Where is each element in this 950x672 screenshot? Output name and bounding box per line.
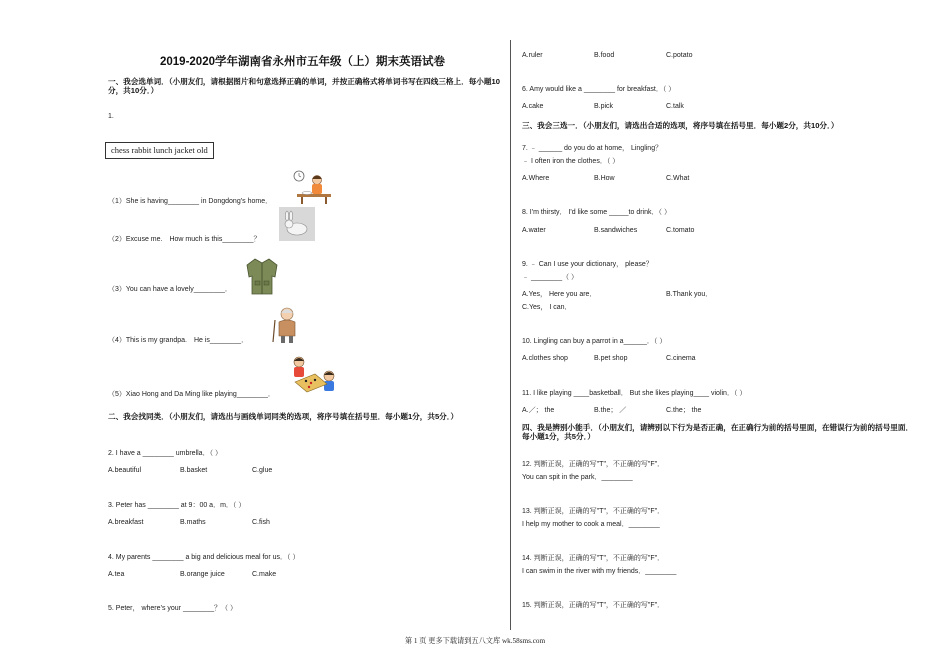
q11-option-a[interactable]: A.／； the — [522, 407, 555, 414]
column-divider — [510, 40, 511, 630]
q8-stem: 8. I'm thirsty． I'd like some _____to drink．（ ） — [522, 209, 671, 216]
q13-instruction: 判断正误，正确的写"T"，不正确的写"F"． — [533, 508, 665, 515]
q9-option-b[interactable]: B.Thank you． — [666, 291, 713, 298]
section-1-heading: 一、我会选单词．（小朋友们，请根据图片和句意选择正确的单词，并按正确格式将单词书写在四线三格上．每小题10分，共10分．） — [108, 77, 500, 96]
q2-option-c[interactable]: C.glue — [252, 467, 273, 474]
q7-option-c[interactable]: C.What — [666, 175, 690, 182]
q10-stem: 10. Lingling can buy a parrot in a______．（ ） — [522, 338, 667, 345]
q7-option-b[interactable]: B.How — [594, 175, 615, 182]
q15-prompt — [522, 602, 664, 611]
q1-item-3: （3）You can have a lovely________． — [108, 286, 232, 293]
q1-item-1: （1）She is having________ in Dongdong’s home． — [108, 198, 273, 205]
q10-option-a[interactable]: A.clothes shop — [522, 355, 568, 362]
q4-option-a[interactable]: A.tea — [108, 571, 125, 578]
q15-number: 15. — [522, 602, 532, 609]
section-2-heading: 二、我会找同类．（小朋友们，请选出与画线单词同类的选项，将序号填在括号里．每小题1分，共5分．） — [108, 412, 459, 421]
grandpa-picture — [267, 306, 301, 344]
q13-prompt — [522, 508, 664, 517]
q8-option-a[interactable]: A.water — [522, 227, 546, 234]
q13-statement: I help my mother to cook a meal．________ — [522, 521, 660, 528]
q14-statement: I can swim in the river with my friends．________ — [522, 568, 677, 575]
q10-option-b[interactable]: B.pet shop — [594, 355, 628, 362]
q5-option-a[interactable]: A.ruler — [522, 52, 543, 59]
q5-stem: 5. Peter， where’s your ________？（ ） — [108, 605, 238, 612]
q5-option-b[interactable]: B.food — [594, 52, 615, 59]
q14-prompt — [522, 555, 664, 564]
girl-eating-picture — [293, 170, 335, 204]
q5-option-c[interactable]: C.potato — [666, 52, 693, 59]
q4-option-c[interactable]: C.make — [252, 571, 277, 578]
q2-option-b[interactable]: B.basket — [180, 467, 208, 474]
q3-stem: 3. Peter has ________ at 9：00 a．m．（ ） — [108, 502, 246, 509]
q11-stem: 11. I like playing ____basketball． But she likes playing____ violin．（ ） — [522, 390, 747, 397]
q12-instruction: 判断正误，正确的写"T"，不正确的写"F"． — [533, 461, 665, 468]
q9-line-2: ﹣ ________（ ） — [522, 274, 579, 281]
q4-option-b[interactable]: B.orange juice — [180, 571, 225, 578]
q1-item-5: （5）Xiao Hong and Da Ming like playing________． — [108, 391, 275, 398]
q8-option-c[interactable]: C.tomato — [666, 227, 695, 234]
q11-option-c[interactable]: C.the； the — [666, 407, 702, 414]
q1-number: 1. — [108, 113, 114, 120]
q4-stem: 4. My parents ________ a big and delicious meal for us．（ ） — [108, 554, 300, 561]
q6-option-a[interactable]: A.cake — [522, 103, 544, 110]
q7-line-2: ﹣ I often iron the clothes．（ ） — [522, 158, 620, 165]
q3-option-b[interactable]: B.maths — [180, 519, 206, 526]
q3-option-a[interactable]: A.breakfast — [108, 519, 144, 526]
q12-statement: You can spit in the park．________ — [522, 474, 633, 481]
q7-option-a[interactable]: A.Where — [522, 175, 550, 182]
q1-item-4: （4）This is my grandpa. He is________． — [108, 337, 249, 344]
q9-line-1: 9. ﹣ Can I use your dictionary， please？ — [522, 261, 653, 268]
word-bank: chess rabbit lunch jacket old — [105, 142, 214, 159]
q12-prompt — [522, 461, 664, 470]
page-title: 2019-2020学年湖南省永州市五年级（上）期末英语试卷 — [160, 56, 445, 68]
q15-instruction: 判断正误，正确的写"T"，不正确的写"F"． — [533, 602, 665, 609]
q11-option-b[interactable]: B.the； ／ — [594, 407, 627, 414]
q6-option-b[interactable]: B.pick — [594, 103, 614, 110]
q12-number: 12. — [522, 461, 532, 468]
q9-option-c[interactable]: C.Yes， I can． — [522, 304, 572, 311]
q2-stem: 2. I have a ________ umbrella．（ ） — [108, 450, 223, 457]
q6-stem: 6. Amy would like a ________ for breakfast．（ ） — [522, 86, 676, 93]
q13-number: 13. — [522, 508, 532, 515]
q6-option-c[interactable]: C.talk — [666, 103, 684, 110]
q1-item-2: （2）Excuse me. How much is this________？ — [108, 236, 261, 243]
section-3-heading: 三、我会三选一．（小朋友们，请选出合适的选项，将序号填在括号里．每小题2分，共10分．） — [522, 121, 839, 130]
q14-number: 14. — [522, 555, 532, 562]
q8-option-b[interactable]: B.sandwiches — [594, 227, 638, 234]
q9-option-a[interactable]: A.Yes， Here you are． — [522, 291, 597, 298]
q10-option-c[interactable]: C.cinema — [666, 355, 696, 362]
rabbit-picture — [279, 207, 315, 241]
page-footer: 第 1 页 更多下载请到五八文库 wk.58sms.com — [404, 637, 546, 645]
section-4-heading: 四、我是辨别小能手．（小朋友们，请辨别以下行为是否正确，在正确行为前的括号里面，在错误行为前的括号里面．每小题1分，共5分．） — [522, 423, 914, 442]
q3-option-c[interactable]: C.fish — [252, 519, 270, 526]
q2-option-a[interactable]: A.beautiful — [108, 467, 142, 474]
q14-instruction: 判断正误，正确的写"T"，不正确的写"F"． — [533, 555, 665, 562]
q7-line-1: 7. ﹣ ______ do you do at home， Lingling？ — [522, 145, 663, 152]
jacket-picture — [245, 257, 279, 295]
children-playing-chess-picture — [289, 354, 339, 396]
